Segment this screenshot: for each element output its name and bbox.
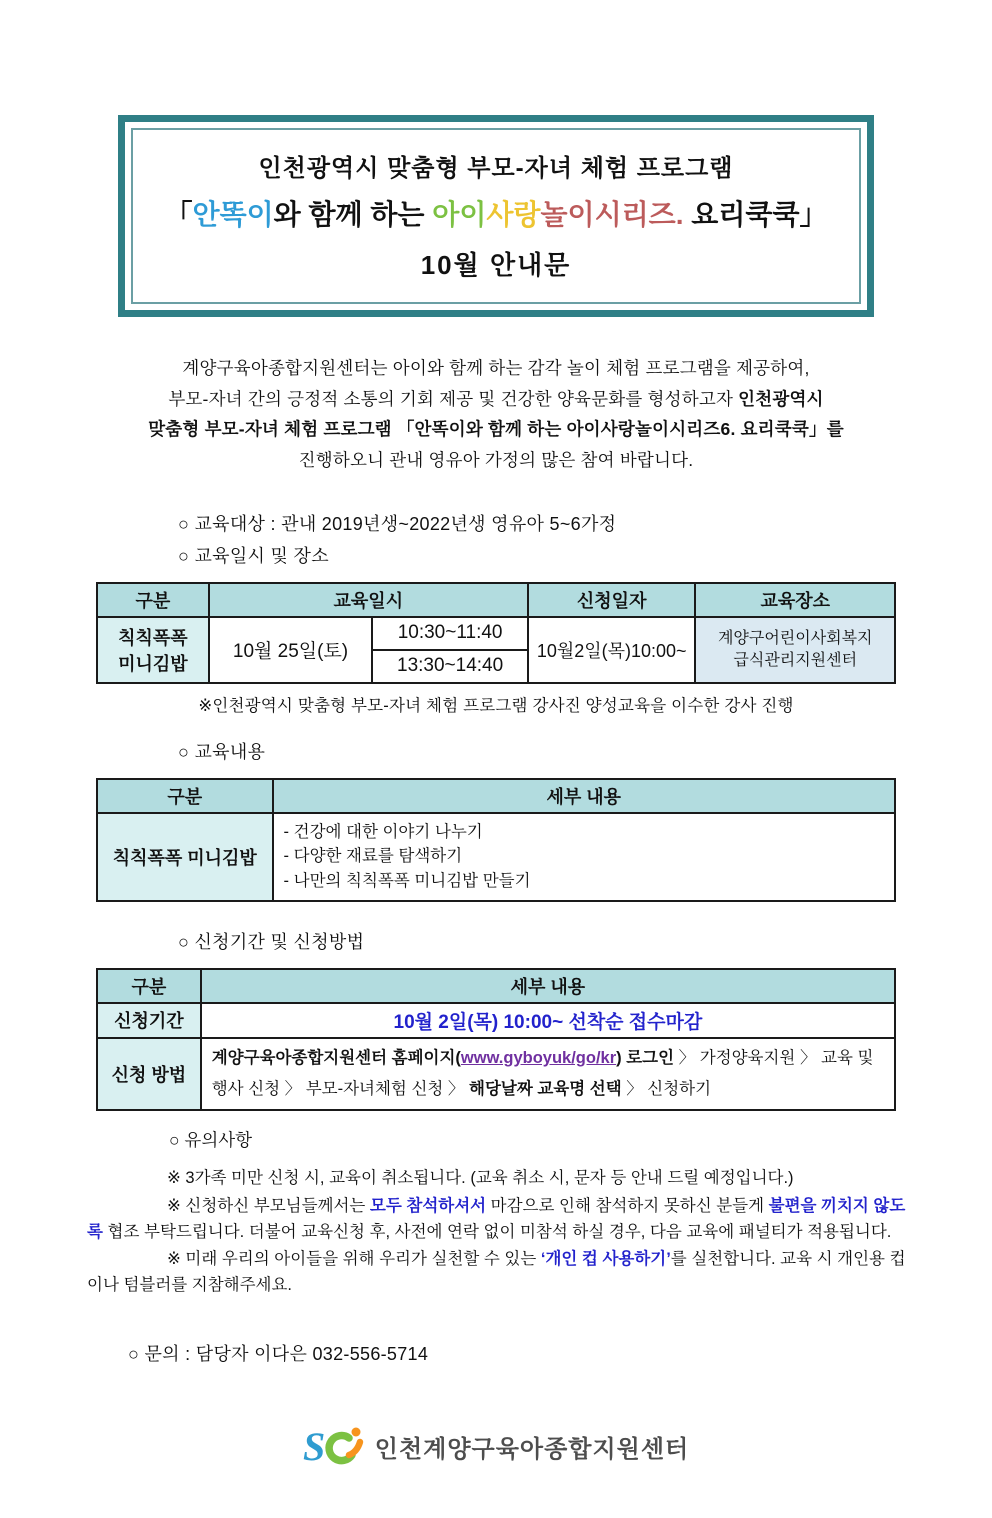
note-2 xyxy=(81,1194,911,1245)
schedule-header-datetime: 교육일시 xyxy=(209,583,528,617)
intro-line2-bold: 인천광역시 xyxy=(738,388,824,409)
intro-line4 xyxy=(81,445,911,476)
note-2-highlight1: 모두 참석하셔서 xyxy=(369,1197,487,1215)
intro-line1-text: 계양구육아종합지원센터는 아이와 함께 하는 감각 놀이 체험 프로그램을 제공하여, xyxy=(182,358,810,378)
notes-section xyxy=(81,1127,911,1298)
schedule-cell-apply-date: 10월2일(목)10:00~ xyxy=(528,617,696,683)
title-line2 xyxy=(141,193,851,233)
note-2-c: 협조 부탁드립니다. 더불어 교육신청 후, 사전에 연락 없이 미참석 하실 경우, 다음 교육에 패널티가 적용됩니다. xyxy=(102,1222,892,1241)
apply-method-path1: 〉 가정양육지원 〉 교육 및 행사 신청 〉 부모-자녀체험 신청 〉 xyxy=(211,1048,874,1099)
title-bracket-open: 「 xyxy=(164,199,193,230)
content-detail-1: - 건강에 대한 이야기 나누기 xyxy=(283,822,483,841)
center-logo-text: 인천계양구육아종합지원센터 xyxy=(374,1435,690,1463)
schedule-place-line2: 급식관리지원센터 xyxy=(733,651,858,669)
bullet-education-schedule: ○ 교육일시 및 장소 xyxy=(178,545,329,566)
apply-period-row xyxy=(97,1003,895,1038)
apply-method-path2: 〉 신청하기 xyxy=(621,1080,712,1099)
apply-table-header-row xyxy=(97,969,895,1003)
schedule-table-header-row xyxy=(97,583,895,617)
title-word-ai: 아이 xyxy=(432,199,487,230)
center-logo-icon xyxy=(303,1422,365,1470)
apply-header-detail: 세부 내용 xyxy=(201,969,895,1003)
content-table-row xyxy=(97,813,895,901)
apply-table xyxy=(96,968,896,1112)
apply-method-bold3: 해당날짜 교육명 선택 xyxy=(469,1080,622,1099)
apply-header-category: 구분 xyxy=(97,969,201,1003)
schedule-header-apply-date: 신청일자 xyxy=(528,583,696,617)
note-3-highlight: ‘개인 컵 사용하기’ xyxy=(540,1250,671,1269)
title-line3: 10월 안내문 xyxy=(420,250,572,280)
document-page xyxy=(0,115,992,1518)
schedule-header-place: 교육장소 xyxy=(695,583,895,617)
note-1-text: ※ 3가족 미만 신청 시, 교육이 취소됩니다. (교육 취소 시, 문자 등 안내 드릴 예정입니다.) xyxy=(167,1169,794,1188)
content-table-header-row xyxy=(97,779,895,813)
note-2-highlight2: 불편을 끼치지 않도록 xyxy=(87,1197,906,1241)
website-link[interactable]: www.gyboyuk/go/kr xyxy=(460,1048,617,1067)
intro-line2-normal: 부모-자녀 간의 긍정적 소통의 기회 제공 및 건강한 양육문화를 형성하고자 xyxy=(168,388,739,409)
title-word-cook: 요리쿡쿡」 xyxy=(683,199,828,230)
content-detail-3: - 나만의 칙칙폭폭 미니김밥 만들기 xyxy=(283,872,531,890)
apply-cell-period-value: 10월 2일(목) 10:00~ 선착순 접수마감 xyxy=(201,1003,895,1038)
title-word-sarang: 사랑 xyxy=(486,199,541,230)
intro-line3-bold: 맞춤형 부모-자녀 체험 프로그램 「안똑이와 함께 하는 아이사랑놀이시리즈6. 요리쿡쿡」를 xyxy=(148,419,844,440)
note-3-a: ※ 미래 우리의 아이들을 위해 우리가 실천할 수 있는 xyxy=(167,1250,541,1269)
note-1 xyxy=(81,1166,911,1192)
bullet-apply: ○ 신청기간 및 신청방법 xyxy=(178,931,365,952)
intro-line3 xyxy=(81,414,911,445)
title-word-andoki: 안똑이 xyxy=(192,199,274,230)
schedule-table xyxy=(96,582,896,684)
svg-text:S: S xyxy=(302,1424,326,1470)
title-line1: 인천광역시 맞춤형 부모-자녀 체험 프로그램 xyxy=(258,155,734,182)
content-cell-category: 칙칙폭폭 미니김밥 xyxy=(97,813,273,901)
title-mid-text: 와 함께 하는 xyxy=(273,199,433,230)
content-header-category: 구분 xyxy=(97,779,273,813)
note-3-b: 를 실천합니다. 교육 시 개인용 컵이나 텀블러를 지참해주세요. xyxy=(87,1250,906,1294)
schedule-header-category: 구분 xyxy=(97,583,209,617)
intro-line2 xyxy=(81,384,911,415)
note-2-a: ※ 신청하신 부모님들께서는 xyxy=(167,1197,370,1215)
schedule-table-note: ※인천광역시 맞춤형 부모-자녀 체험 프로그램 강사진 양성교육을 이수한 강사 진행 xyxy=(198,696,794,715)
apply-cell-method xyxy=(201,1038,895,1111)
bullet-education-content: ○ 교육내용 xyxy=(178,741,266,762)
bullet-education-target: ○ 교육대상 : 관내 2019년생~2022년생 영유아 5~6가정 xyxy=(178,513,617,534)
footer xyxy=(0,1422,992,1470)
schedule-cell-time2: 13:30~14:40 xyxy=(372,650,528,683)
note-2-b: 마감으로 인해 참석하지 못하신 분들게 xyxy=(486,1197,769,1215)
content-cell-details xyxy=(273,813,895,901)
apply-method-row xyxy=(97,1038,895,1111)
bullet-caution: ○ 유의사항 xyxy=(169,1130,253,1151)
apply-method-bold1: 계양구육아종합지원센터 홈페이지( xyxy=(211,1048,461,1067)
contact-line: ○ 문의 : 담당자 이다은 032-556-5714 xyxy=(128,1344,429,1365)
intro-line1 xyxy=(81,353,911,384)
schedule-category-line2: 미니김밥 xyxy=(118,653,188,674)
schedule-cell-category xyxy=(97,617,209,683)
intro-paragraph xyxy=(81,353,911,476)
title-box-inner xyxy=(131,128,861,304)
title-word-series: 놀이시리즈. xyxy=(540,199,684,230)
apply-cell-period-label: 신청기간 xyxy=(97,1003,201,1038)
title-box xyxy=(118,115,874,317)
content-header-detail: 세부 내용 xyxy=(273,779,895,813)
note-3 xyxy=(81,1247,911,1298)
content-table xyxy=(96,778,896,902)
apply-method-bold2: ) 로그인 xyxy=(616,1048,675,1067)
schedule-cell-date: 10월 25일(토) xyxy=(209,617,373,683)
apply-cell-method-label: 신청 방법 xyxy=(97,1038,201,1111)
schedule-cell-time1: 10:30~11:40 xyxy=(372,617,528,650)
schedule-cell-place xyxy=(695,617,895,683)
schedule-table-row xyxy=(97,617,895,650)
schedule-category-line1: 칙칙폭폭 xyxy=(118,627,188,648)
content-detail-2: - 다양한 재료를 탐색하기 xyxy=(283,847,463,866)
schedule-place-line1: 계양구어린이사회복지 xyxy=(717,629,873,647)
intro-line4-text: 진행하오니 관내 영유아 가정의 많은 참여 바랍니다. xyxy=(298,449,694,470)
